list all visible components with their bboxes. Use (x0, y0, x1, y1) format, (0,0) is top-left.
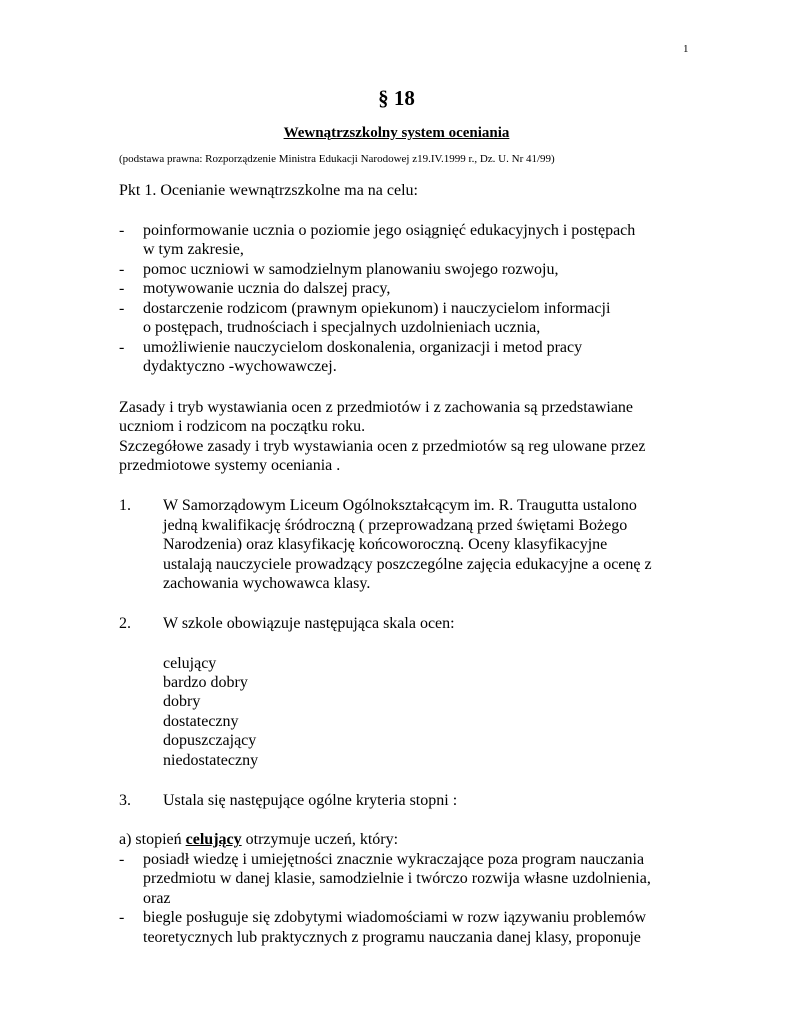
point-text: ustalają nauczyciele prowadzący poszczególne zajęcia edukacyjne a ocenę z (163, 556, 652, 573)
grade-a-prefix: a) stopień (119, 831, 186, 848)
bullet-text: biegle posługuje się zdobytymi wiadomościami w rozw iązywaniu problemów (143, 909, 646, 926)
paragraph-line: Szczegółowe zasady i tryb wystawiania ocen z przedmiotów są reg ulowane przez (119, 438, 646, 455)
document-title: Wewnątrzszkolny system oceniania (283, 125, 510, 141)
grade-a-heading (119, 830, 398, 849)
bullet-text: motywowanie ucznia do dalszej pracy, (143, 280, 391, 297)
pkt1-heading: Pkt 1. Ocenianie wewnątrzszkolne ma na celu: (119, 182, 418, 199)
grade-scale-item: celujący (163, 655, 217, 672)
grade-a-suffix: otrzymuje uczeń, który: (241, 831, 399, 848)
section-sign: § 18 (378, 86, 415, 110)
page-number: 1 (683, 43, 689, 55)
bullet-text: o postępach, trudnościach i specjalnych uzdolnieniach ucznia, (143, 319, 541, 336)
paragraph-line: przedmiotowe systemy oceniania . (119, 457, 341, 474)
grade-a-name: celujący (185, 831, 242, 848)
grade-scale-item: dobry (163, 693, 201, 710)
grade-scale-item: niedostateczny (163, 752, 259, 769)
bullet-text: dostarczenie rodzicom (prawnym opiekunom) i nauczycielom informacji (143, 300, 611, 317)
bullet-text: posiadł wiedzę i umiejętności znacznie wykraczające poza program nauczania (143, 851, 645, 868)
bullet-text: poinformowanie ucznia o poziomie jego osiągnięć edukacyjnych i postępach (143, 222, 636, 239)
grade-scale-item: dopuszczający (163, 732, 257, 749)
bullet-text: umożliwienie nauczycielom doskonalenia, organizacji i metod pracy (143, 339, 583, 356)
paragraph-line: uczniom i rodzicom na początku roku. (119, 418, 366, 435)
point-text: W szkole obowiązuje następująca skala ocen: (163, 615, 455, 632)
grade-scale-item: bardzo dobry (163, 674, 248, 691)
point-text: W Samorządowym Liceum Ogólnokształcącym im. R. Traugutta ustalono (163, 497, 637, 514)
bullet-dash: - (119, 261, 125, 278)
bullet-dash: - (119, 300, 125, 317)
bullet-text: teoretycznych lub praktycznych z programu nauczania danej klasy, proponuje (143, 929, 641, 946)
bullet-text: przedmiotu w danej klasie, samodzielnie i twórczo rozwija własne uzdolnienia, (143, 870, 651, 887)
legal-basis: (podstawa prawna: Rozporządzenie Ministra Edukacji Narodowej z19.IV.1999 r., Dz. U. Nr 41/99) (119, 153, 555, 165)
bullet-dash: - (119, 280, 125, 297)
grade-scale-item: dostateczny (163, 713, 239, 730)
bullet-dash: - (119, 909, 125, 926)
point-number: 3. (119, 792, 131, 809)
bullet-dash: - (119, 222, 125, 239)
bullet-text: pomoc uczniowi w samodzielnym planowaniu swojego rozwoju, (143, 261, 559, 278)
point-text: Ustala się następujące ogólne kryteria stopni : (163, 792, 458, 809)
bullet-text: dydaktyczno -wychowawczej. (143, 358, 337, 375)
point-number: 1. (119, 497, 131, 514)
bullet-dash: - (119, 851, 125, 868)
point-number: 2. (119, 615, 131, 632)
point-text: Narodzenia) oraz klasyfikację końcoworoczną. Oceny klasyfikacyjne (163, 536, 608, 553)
bullet-text: w tym zakresie, (143, 241, 244, 258)
paragraph-line: Zasady i tryb wystawiania ocen z przedmiotów i z zachowania są przedstawiane (119, 399, 634, 416)
point-text: jedną kwalifikację śródroczną ( przeprowadzaną przed świętami Bożego (163, 517, 628, 534)
point-text: zachowania wychowawca klasy. (163, 575, 371, 592)
bullet-dash: - (119, 339, 125, 356)
bullet-text: oraz (143, 890, 171, 907)
